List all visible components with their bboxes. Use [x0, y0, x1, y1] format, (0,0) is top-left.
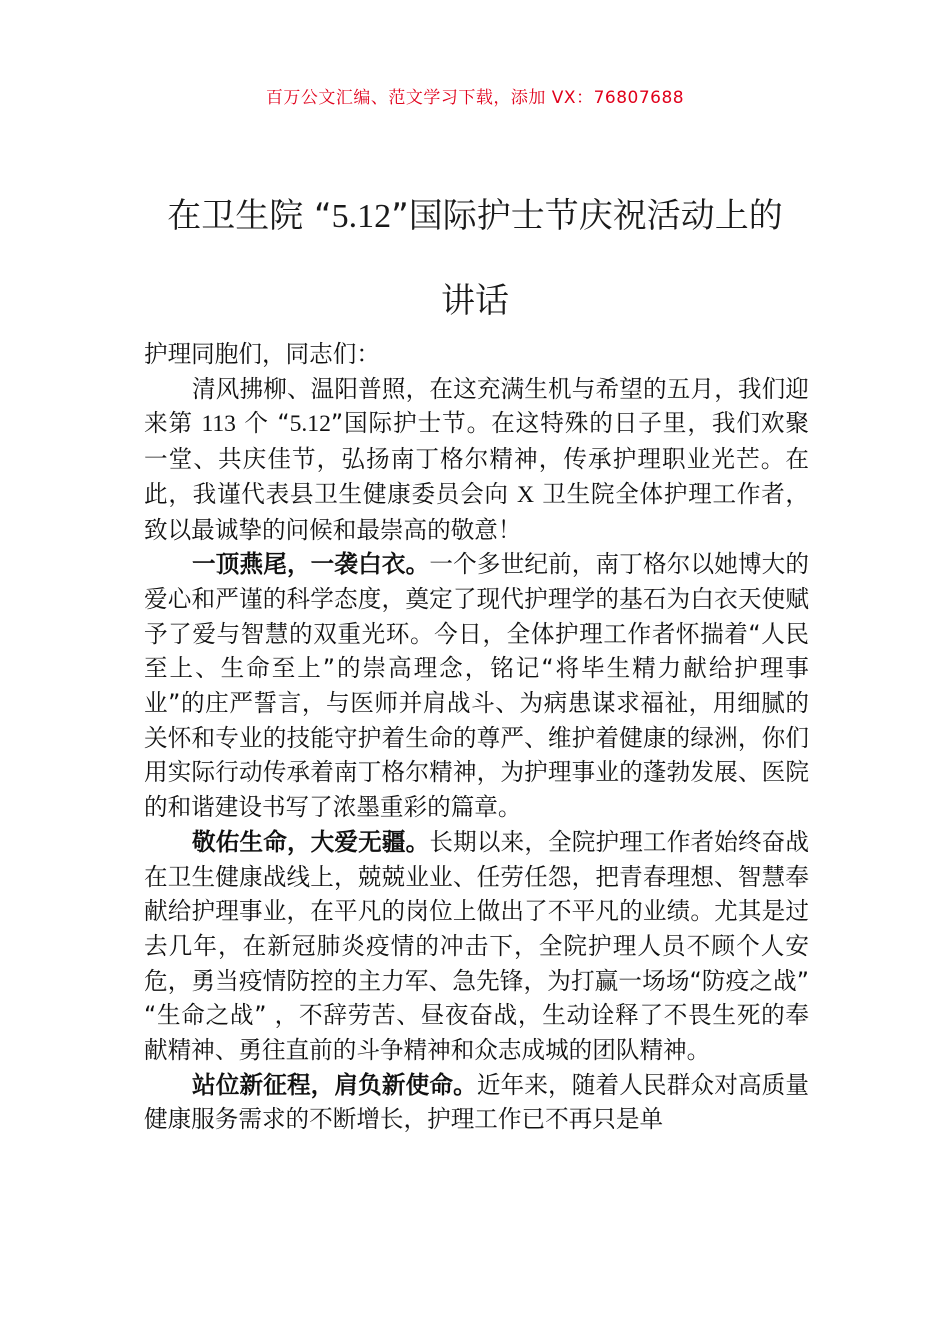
p1-festival-date: 5.12 — [289, 411, 331, 438]
title-line-2: 讲话 — [441, 281, 509, 321]
p1-festival-count: 113 — [201, 411, 236, 438]
p1-text-b: 个 “ — [235, 409, 290, 438]
p1-text-a: 清风拂柳、温阳普照，在这充满生机与希望的五月，我们迎来第 — [144, 374, 809, 438]
p1-hospital-placeholder: X — [516, 481, 535, 508]
paragraph-white-coat — [144, 547, 809, 825]
title-part-a: 在卫生院 “ — [167, 196, 332, 236]
document-body — [144, 337, 809, 1137]
p4-text: 近年来，随着人民群众对高质量健康服务需求的不断增长，护理工作已不再只是单 — [144, 1070, 810, 1134]
p3-heading: 敬佑生命，大爱无疆。 — [192, 827, 430, 856]
title-date-number: 5.12 — [331, 198, 392, 235]
paragraph-opening — [144, 372, 809, 548]
p2-heading: 一顶燕尾，一袭白衣。 — [192, 550, 430, 579]
p2-text: 一个多世纪前，南丁格尔以她博大的爱心和严谨的科学态度，奠定了现代护理学的基石为白衣天使赋予了爱与智慧的双重光环。今日，全体护理工作者怀揣着“人民至上、生命至上”的崇高理念，铭记“将毕生精力献给护理事业”的庄严誓言，与医师并肩战斗、为病患谋求福祉，用细腻的关怀和专业的技能守护着生命的尊严、维护着健康的绿洲，你们用实际行动传承着南丁格尔精神，为护理事业的蓬勃发展、医院的和谐建设书写了浓墨重彩的篇章。 — [144, 550, 810, 822]
p1-text-c: ”国际护士节。在这特殊的日子里，我们欢聚一堂、共庆佳节，弘扬南丁格尔精神，传承护理职业光芒。在此，我谨代表县卫生健康委员会向 — [144, 409, 809, 508]
paragraph-new-mission — [144, 1068, 809, 1137]
p3-text: 长期以来，全院护理工作者始终奋战在卫生健康战线上，兢兢业业、任劳任怨，把青春理想、智慧奉献给护理事业，在平凡的岗位上做出了不平凡的业绩。尤其是过去几年，在新冠肺炎疫情的冲击下，全院护理人员不顾个人安危，勇当疫情防控的主力军、急先锋，为打赢一场场“防疫之战” “生命之战” ，不辞劳苦、昼夜奋战，生动诠释了不畏生死的奉献精神、勇往直前的斗争精神和众志成城的团队精神。 — [144, 827, 810, 1065]
p1-text-d: 卫生院全体护理工作者，致以最诚挚的问候和最崇高的敬意！ — [144, 479, 810, 544]
title-part-b: ”国际护士节庆祝活动上的 — [391, 196, 783, 236]
paragraph-respect-life — [144, 825, 809, 1068]
title-line-1 — [100, 174, 850, 259]
download-banner: 百万公文汇编、范文学习下载，添加 VX：76807688 — [265, 88, 685, 108]
document-title — [100, 174, 850, 343]
p4-heading: 站位新征程，肩负新使命。 — [192, 1070, 477, 1099]
salutation: 护理同胞们，同志们： — [144, 340, 380, 368]
